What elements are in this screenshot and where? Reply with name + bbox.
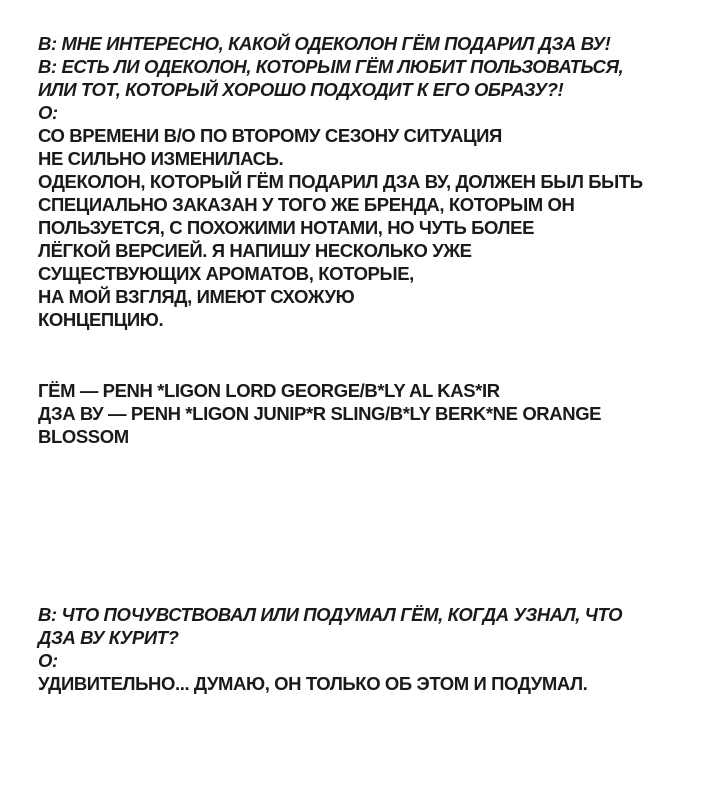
fragrance-line: BLOSSOM [38,426,129,447]
fragrance-line: ДЗА ВУ — PENH *LIGON JUNIP*R SLING/B*LY BERK*NE ORANGE [38,403,602,424]
answer-line: ОДЕКОЛОН, КОТОРЫЙ ГЁМ ПОДАРИЛ ДЗА ВУ, ДОЛЖЕН БЫЛ БЫТЬ [38,171,643,192]
answer-line: ПОЛЬЗУЕТСЯ, С ПОХОЖИМИ НОТАМИ, НО ЧУТЬ БОЛЕЕ [38,217,535,238]
fragrance-line: ГЁМ — PENH *LIGON LORD GEORGE/B*LY AL KAS*IR [38,380,500,401]
question-line: В: ЧТО ПОЧУВСТВОВАЛ ИЛИ ПОДУМАЛ ГЁМ, КОГДА УЗНАЛ, ЧТО [38,604,623,625]
answer-label: О: [38,102,58,123]
qa-block-top [38,32,700,331]
answer-line: НА МОЙ ВЗГЛЯД, ИМЕЮТ СХОЖУЮ [38,286,355,307]
answer-line: КОНЦЕПЦИЮ. [38,309,164,330]
question-line: ИЛИ ТОТ, КОТОРЫЙ ХОРОШО ПОДХОДИТ К ЕГО ОБРАЗУ?! [38,79,564,100]
fragrance-note-block [38,379,700,448]
answer-line: УДИВИТЕЛЬНО... ДУМАЮ, ОН ТОЛЬКО ОБ ЭТОМ И ПОДУМАЛ. [38,673,588,694]
answer-line: ЛЁГКОЙ ВЕРСИЕЙ. Я НАПИШУ НЕСКОЛЬКО УЖЕ [38,240,472,261]
answer-line: СПЕЦИАЛЬНО ЗАКАЗАН У ТОГО ЖЕ БРЕНДА, КОТОРЫМ ОН [38,194,575,215]
question-line: ДЗА ВУ КУРИТ? [38,627,179,648]
question-line: В: ЕСТЬ ЛИ ОДЕКОЛОН, КОТОРЫМ ГЁМ ЛЮБИТ ПОЛЬЗОВАТЬСЯ, [38,56,624,77]
answer-line: НЕ СИЛЬНО ИЗМЕНИЛАСЬ. [38,148,284,169]
question-line: В: МНЕ ИНТЕРЕСНО, КАКОЙ ОДЕКОЛОН ГЁМ ПОДАРИЛ ДЗА ВУ! [38,33,611,54]
qa-block-bottom [38,603,700,695]
answer-label: О: [38,650,58,671]
answer-line: СУЩЕСТВУЮЩИХ АРОМАТОВ, КОТОРЫЕ, [38,263,414,284]
answer-line: СО ВРЕМЕНИ В/О ПО ВТОРОМУ СЕЗОНУ СИТУАЦИЯ [38,125,502,146]
